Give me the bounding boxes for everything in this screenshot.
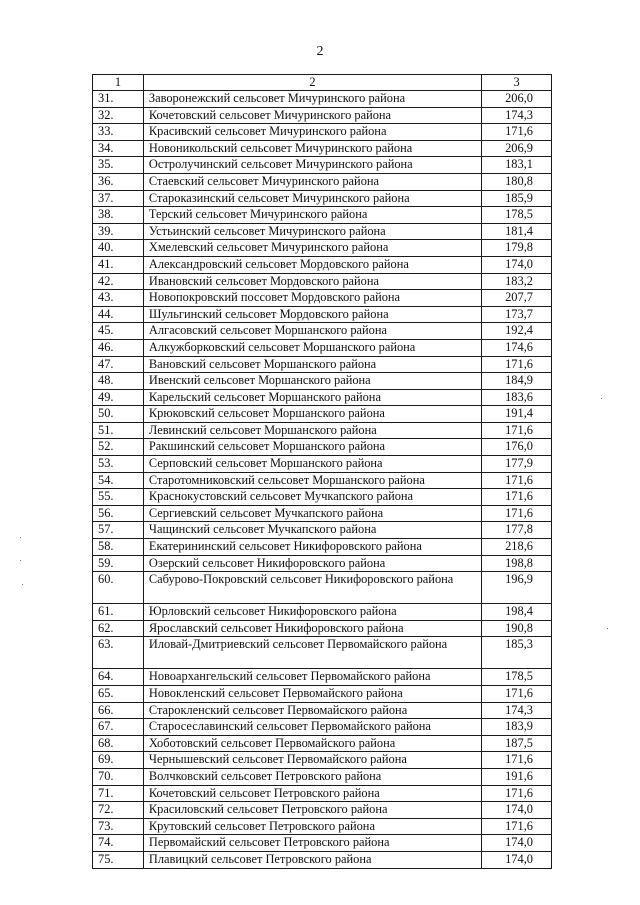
table-row [93,539,552,556]
row-number: 50. [93,406,144,423]
row-value: 174,0 [482,256,552,273]
row-value: 183,9 [482,719,552,736]
row-number: 54. [93,472,144,489]
table-body [93,91,552,869]
row-value: 184,9 [482,373,552,390]
row-number: 73. [93,818,144,835]
row-number: 36. [93,173,144,190]
table-row [93,273,552,290]
row-value: 185,9 [482,190,552,207]
row-value: 177,9 [482,456,552,473]
table-row [93,604,552,621]
table-row [93,752,552,769]
municipality-name: Крутовский сельсовет Петровского района [143,818,481,835]
table-row [93,323,552,340]
table-row [93,339,552,356]
table-row [93,555,552,572]
municipality-name: Ивановский сельсовет Мордовского района [143,273,481,290]
municipality-name: Новопокровский поссовет Мордовского района [143,290,481,307]
municipality-name: Чернышевский сельсовет Первомайского района [143,752,481,769]
row-value: 218,6 [482,539,552,556]
row-number: 40. [93,240,144,257]
table-row [93,306,552,323]
municipality-name: Волчковский сельсовет Петровского района [143,768,481,785]
municipality-name: Юрловский сельсовет Никифоровского района [143,604,481,621]
data-table [92,74,552,869]
row-value: 179,8 [482,240,552,257]
row-number: 31. [93,91,144,108]
table-row [93,637,552,669]
column-header-2: 2 [143,75,481,91]
row-number: 55. [93,489,144,506]
row-number: 69. [93,752,144,769]
row-number: 67. [93,719,144,736]
scan-speck [20,560,21,561]
table-row [93,719,552,736]
row-number: 51. [93,422,144,439]
row-value: 174,0 [482,851,552,868]
row-number: 72. [93,802,144,819]
row-value: 171,6 [482,752,552,769]
row-value: 174,3 [482,702,552,719]
column-header-3: 3 [482,75,552,91]
row-number: 75. [93,851,144,868]
table-row [93,522,552,539]
row-number: 33. [93,124,144,141]
page-number: 2 [316,44,324,59]
row-value: 181,4 [482,223,552,240]
row-number: 60. [93,572,144,604]
table-row [93,157,552,174]
row-number: 45. [93,323,144,340]
table-header-row [93,75,552,91]
municipality-name: Хоботовский сельсовет Первомайского района [143,735,481,752]
municipality-name: Вановский сельсовет Моршанского района [143,356,481,373]
municipality-name: Хмелевский сельсовет Мичуринского района [143,240,481,257]
municipality-name: Ярославский сельсовет Никифоровского района [143,620,481,637]
scan-speck [601,398,602,399]
row-number: 37. [93,190,144,207]
row-value: 183,6 [482,389,552,406]
row-value: 183,1 [482,157,552,174]
municipality-name: Чащинский сельсовет Мучкапского района [143,522,481,539]
municipality-name: Красивский сельсовет Мичуринского района [143,124,481,141]
table-row [93,207,552,224]
row-value: 178,5 [482,669,552,686]
row-number: 64. [93,669,144,686]
row-value: 206,9 [482,140,552,157]
row-value: 187,5 [482,735,552,752]
row-number: 59. [93,555,144,572]
row-value: 196,9 [482,572,552,604]
row-value: 183,2 [482,273,552,290]
municipality-name: Алгасовский сельсовет Моршанского района [143,323,481,340]
table-row [93,439,552,456]
row-value: 176,0 [482,439,552,456]
table-row [93,389,552,406]
row-value: 198,8 [482,555,552,572]
table-row [93,620,552,637]
table-row [93,768,552,785]
municipality-name: Иловай-Дмитриевский сельсовет Первомайского района [143,637,481,669]
municipality-name: Старокленский сельсовет Первомайского района [143,702,481,719]
municipality-name: Старотомниковский сельсовет Моршанского района [143,472,481,489]
table-row [93,373,552,390]
row-value: 174,6 [482,339,552,356]
row-number: 42. [93,273,144,290]
municipality-name: Озерский сельсовет Никифоровского района [143,555,481,572]
municipality-name: Ракшинский сельсовет Моршанского района [143,439,481,456]
row-number: 38. [93,207,144,224]
row-value: 171,6 [482,785,552,802]
row-number: 49. [93,389,144,406]
table-row [93,290,552,307]
row-value: 177,8 [482,522,552,539]
scan-speck [22,584,23,585]
row-number: 70. [93,768,144,785]
table-row [93,356,552,373]
row-value: 190,8 [482,620,552,637]
municipality-name: Сергиевский сельсовет Мучкапского района [143,505,481,522]
table-row [93,572,552,604]
row-value: 180,8 [482,173,552,190]
row-number: 44. [93,306,144,323]
municipality-name: Екатерининский сельсовет Никифоровского района [143,539,481,556]
municipality-name: Красиловский сельсовет Петровского района [143,802,481,819]
row-number: 61. [93,604,144,621]
column-header-1: 1 [93,75,144,91]
row-value: 171,6 [482,505,552,522]
municipality-name: Новоникольский сельсовет Мичуринского района [143,140,481,157]
table-row [93,406,552,423]
row-value: 171,6 [482,472,552,489]
table-row [93,240,552,257]
municipality-name: Кочетовский сельсовет Петровского района [143,785,481,802]
table-row [93,422,552,439]
row-number: 53. [93,456,144,473]
table-row [93,669,552,686]
table-row [93,472,552,489]
scan-speck [607,628,608,629]
table-row [93,140,552,157]
row-number: 35. [93,157,144,174]
municipality-name: Серповский сельсовет Моршанского района [143,456,481,473]
row-number: 39. [93,223,144,240]
municipality-name: Терский сельсовет Мичуринского района [143,207,481,224]
row-value: 185,3 [482,637,552,669]
row-value: 192,4 [482,323,552,340]
municipality-name: Кочетовский сельсовет Мичуринского района [143,107,481,124]
municipality-name: Остролучинский сельсовет Мичуринского района [143,157,481,174]
row-number: 52. [93,439,144,456]
row-number: 71. [93,785,144,802]
table-row [93,91,552,108]
table-row [93,256,552,273]
municipality-name: Старосеславинский сельсовет Первомайского района [143,719,481,736]
municipality-name: Староказинский сельсовет Мичуринского района [143,190,481,207]
municipality-name: Заворонежский сельсовет Мичуринского района [143,91,481,108]
row-number: 47. [93,356,144,373]
table-row [93,702,552,719]
scan-speck [20,537,21,538]
row-value: 198,4 [482,604,552,621]
row-number: 65. [93,686,144,703]
row-number: 57. [93,522,144,539]
row-value: 174,0 [482,835,552,852]
row-number: 58. [93,539,144,556]
row-value: 207,7 [482,290,552,307]
table-row [93,851,552,868]
municipality-name: Первомайский сельсовет Петровского района [143,835,481,852]
municipality-name: Крюковский сельсовет Моршанского района [143,406,481,423]
row-value: 191,6 [482,768,552,785]
table-row [93,190,552,207]
municipality-name: Шульгинский сельсовет Мордовского района [143,306,481,323]
row-value: 171,6 [482,686,552,703]
row-number: 63. [93,637,144,669]
table-row [93,107,552,124]
table-row [93,686,552,703]
table-row [93,785,552,802]
row-number: 34. [93,140,144,157]
municipality-name: Сабурово-Покровский сельсовет Никифоровского района [143,572,481,604]
municipality-name: Алкужборковский сельсовет Моршанского района [143,339,481,356]
row-value: 173,7 [482,306,552,323]
table-row [93,835,552,852]
row-value: 171,6 [482,124,552,141]
municipality-name: Александровский сельсовет Мордовского района [143,256,481,273]
row-number: 68. [93,735,144,752]
row-number: 46. [93,339,144,356]
row-number: 66. [93,702,144,719]
row-number: 41. [93,256,144,273]
row-value: 178,5 [482,207,552,224]
row-number: 48. [93,373,144,390]
municipality-name: Стаевский сельсовет Мичуринского района [143,173,481,190]
municipality-name: Ивенский сельсовет Моршанского района [143,373,481,390]
row-value: 171,6 [482,489,552,506]
table-row [93,173,552,190]
row-number: 56. [93,505,144,522]
row-value: 174,0 [482,802,552,819]
table-row [93,223,552,240]
row-value: 171,6 [482,818,552,835]
table-row [93,505,552,522]
row-number: 43. [93,290,144,307]
municipality-name: Левинский сельсовет Моршанского района [143,422,481,439]
municipality-name: Устьинский сельсовет Мичуринского района [143,223,481,240]
row-value: 171,6 [482,356,552,373]
table-row [93,818,552,835]
row-number: 74. [93,835,144,852]
municipality-name: Краснокустовский сельсовет Мучкапского района [143,489,481,506]
municipality-name: Новоархангельский сельсовет Первомайского района [143,669,481,686]
table-row [93,735,552,752]
table-row [93,802,552,819]
row-number: 62. [93,620,144,637]
row-value: 174,3 [482,107,552,124]
table-row [93,489,552,506]
row-number: 32. [93,107,144,124]
table-row [93,124,552,141]
municipality-name: Карельский сельсовет Моршанского района [143,389,481,406]
row-value: 206,0 [482,91,552,108]
row-value: 171,6 [482,422,552,439]
municipality-name: Плавицкий сельсовет Петровского района [143,851,481,868]
municipality-name: Новокленский сельсовет Первомайского района [143,686,481,703]
table-row [93,456,552,473]
row-value: 191,4 [482,406,552,423]
